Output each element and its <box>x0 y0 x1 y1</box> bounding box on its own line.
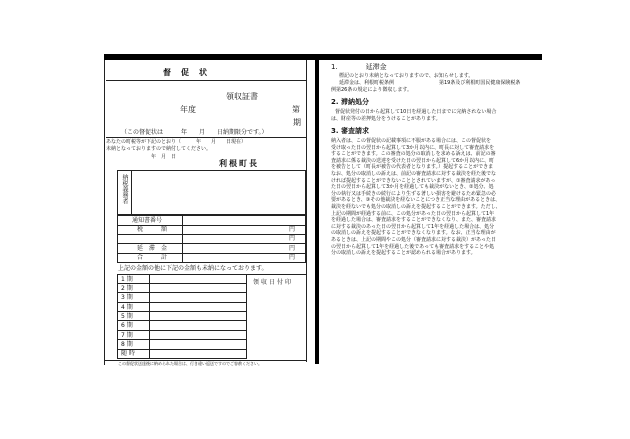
installment-header: 上記の金額の他に下記の金額も未納になっております。 <box>118 265 268 272</box>
form-title: 督 促 状 <box>163 68 208 77</box>
center-divider <box>315 54 319 364</box>
issuer-name: 利根町長 <box>219 159 259 168</box>
row-tax-amount: 税 額 <box>137 226 168 233</box>
unit-late-fee: 円 <box>289 245 296 252</box>
installment-7: 7 期 <box>121 332 133 339</box>
year-label: 年度 <box>180 105 196 114</box>
row-notice-number: 通知書番号 <box>132 217 163 224</box>
s1-line-1: 標記のとおり未納となっておりますので、お知らせします。 <box>339 73 474 79</box>
deadline-text: （この督促状は 年 月 日納期限分です。） <box>121 129 268 136</box>
s2-line-1: 督促状発付の日から起算して10日を経過した日までに完納されない場合 <box>335 109 497 115</box>
s3-line: を被告として（町長が被告の代表者となります。）提起することができま <box>331 164 494 171</box>
s3-line: することができます。この審査の処分の取消しを求める訴えは、前記の審 <box>331 151 496 158</box>
payer-box <box>117 170 306 215</box>
s1-line-3: 例第26条の規定により徴収します。 <box>331 87 412 93</box>
payer-label: 納税義務者 <box>121 174 128 204</box>
unit-tax: 円 <box>289 226 296 233</box>
installment-2: 2 期 <box>121 285 133 292</box>
unit-blank: 円 <box>289 235 296 242</box>
s3-line: の取消しの訴えを提起することができなくなります。なお、正当な理由が <box>331 230 496 237</box>
installment-4: 4 期 <box>121 304 133 311</box>
section-2-title: 2. 滞納処分 <box>331 98 369 106</box>
row-late-fee: 延 滞 金 <box>137 245 168 252</box>
notice-line-1: あなたの町税等が下記のとおり（ 年 月 日現在） <box>106 139 247 145</box>
installment-table <box>117 274 247 359</box>
receipt-title: 領収証書 <box>226 92 258 101</box>
s3-line: 分の執行又は手続きの続行により生ずる著しい損害を避けるため緊急の必 <box>331 190 497 197</box>
footnote: この督促状送達後に納められた場合は、行き違い返送ですのでご容赦ください。 <box>118 361 262 366</box>
installment-3: 3 期 <box>121 294 133 301</box>
s3-line: た日の翌日から起算して3か月を経過しても裁決がないとき、②処分、処 <box>331 184 494 191</box>
installment-8: 8 期 <box>121 341 133 348</box>
receipt-stamp-label: 領収日付印 <box>253 279 294 286</box>
row-total: 合 計 <box>137 254 168 261</box>
s3-line: に対する裁決のあった日の翌日から起算して1年を経過した場合は、処分 <box>331 223 495 230</box>
s2-line-2: は、財産等の差押処分をうけることがあります。 <box>331 116 441 122</box>
s3-line: 査請求に係る裁決の送達を受けた日の翌日から起算して6か月以内に、町 <box>331 157 495 164</box>
dai-label: 第 <box>292 105 300 114</box>
notice-line-2: 未納となっておりますので納付してください。 <box>106 146 212 152</box>
section-1-title: 1. 延滞金 <box>331 63 387 71</box>
installment-5: 5 期 <box>121 313 133 320</box>
installment-6: 6 期 <box>121 322 133 329</box>
section-3-title: 3. 審査請求 <box>331 127 369 135</box>
ki-label: 期 <box>293 118 301 127</box>
top-border-bar <box>104 54 542 60</box>
s3-line: の翌日から起算して1年を経過した後であっても審査請求をすることや処 <box>331 243 495 250</box>
installment-1: 1 期 <box>121 276 133 283</box>
installment-other: 随 時 <box>121 350 135 357</box>
s3-line: 上記の期間が経過する前に、この処分があった日の翌日から起算して1年 <box>331 210 495 217</box>
unit-total: 円 <box>289 254 296 261</box>
s3-line: なお、処分の取消しの訴えは、前記の審査請求に対する裁決を経た後でな <box>331 171 497 177</box>
s3-line: 要があるとき、③その他裁決を経ないことにつき正当な理由があるときは、 <box>331 197 501 204</box>
s3-line: 受け取った日の翌日から起算して3か月以内に、町長に対して審査請求を <box>331 144 495 151</box>
date-label: 年 月 日 <box>151 154 177 160</box>
s3-line: 分の取消しの訴えを提起することが認められる場合があります。 <box>331 250 476 257</box>
s3-line: 裁決を経ないでも処分の取消しの訴えを提起することができます。ただし、 <box>331 204 501 210</box>
s3-line: ければ提起することができないこととされていますが、①審査請求があっ <box>331 177 496 184</box>
s3-line: あるときは、上記の期間やこの処分（審査請求に対する裁決）があった日 <box>331 237 496 243</box>
s3-line: 納入者は、この督促状の記載事項に不服がある場合には、この督促状を <box>331 138 492 144</box>
s3-line: を経過した場合は、審査請求をすることができなくなり、また、審査請求 <box>331 217 497 224</box>
s1-line-2: 延滞金は、利根町税条例 第19条及び利根町国民健康保険税条 <box>339 80 521 86</box>
